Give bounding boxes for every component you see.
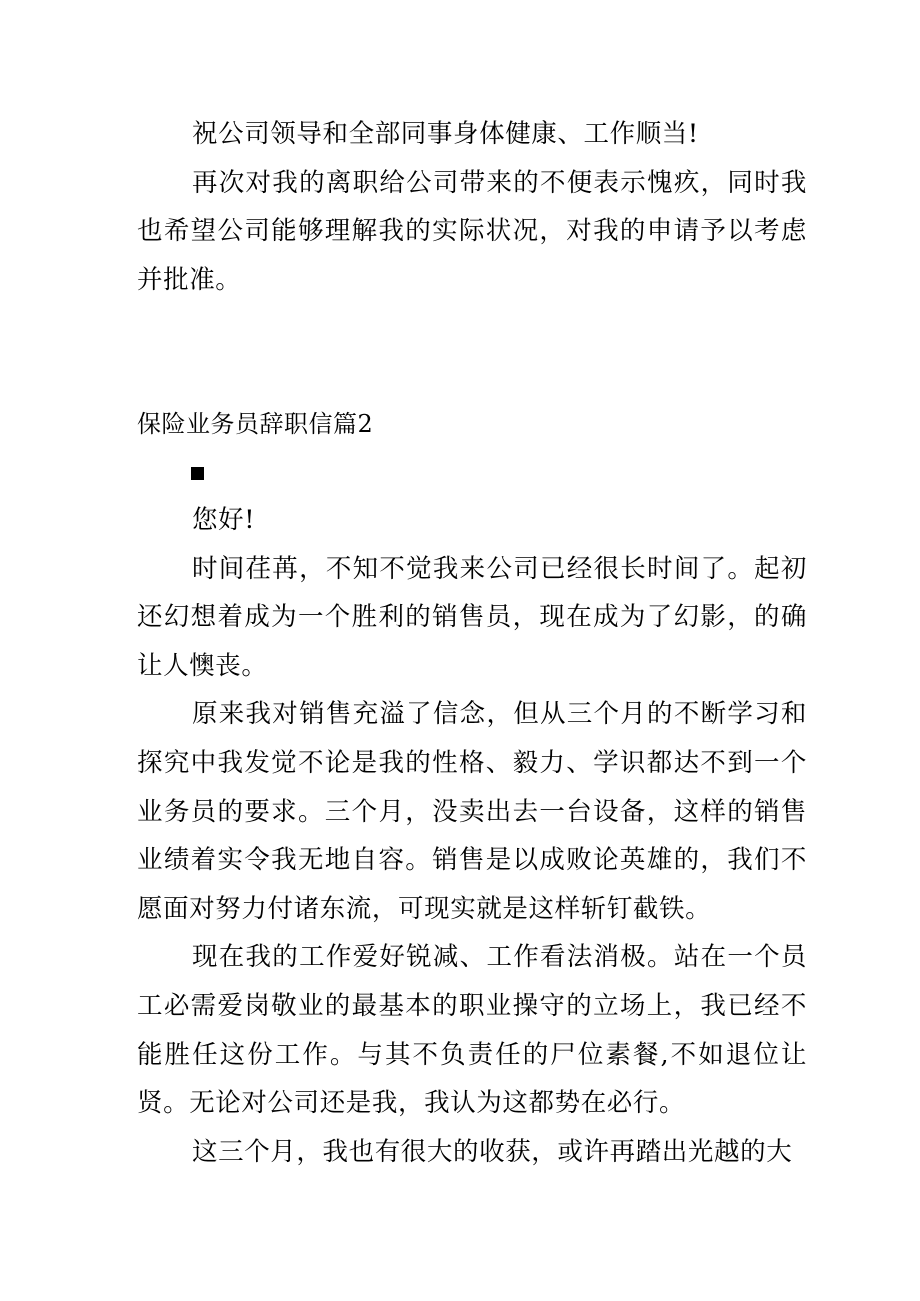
letter-body: [137, 496, 807, 1176]
body-paragraph-time: 时间荏苒，不知不觉我来公司已经很长时间了。起初还幻想着成为一个胜利的销售员，现在成为了幻影，的确让人懊丧。: [137, 553, 807, 681]
square-bullet-icon: [191, 467, 204, 480]
greeting-paragraph: 您好!: [192, 505, 256, 535]
body-paragraph-work: 现在我的工作爱好锐减、工作看法消极。站在一个员工必需爱岗敬业的最基本的职业操守的立场上，我已经不能胜任这份工作。与其不负责任的尸位素餐,不如退位让贤。无论对公司还是我，我认为这都势在必行。: [137, 942, 807, 1119]
apology-paragraph: 再次对我的离职给公司带来的不便表示愧疚，同时我也希望公司能够理解我的实际状况，对我的申请予以考虑并批准。: [137, 167, 807, 295]
closing-wishes-paragraph: 祝公司领导和全部同事身体健康、工作顺当!: [192, 119, 699, 149]
closing-section: [137, 110, 807, 304]
body-paragraph-sales: 原来我对销售充溢了信念，但从三个月的不断学习和探究中我发觉不论是我的性格、毅力、学识都达不到一个业务员的要求。三个月，没卖出去一台设备，这样的销售业绩着实令我无地自容。销售是以成败论英雄的，我们不愿面对努力付诸东流，可现实就是这样斩钉截铁。: [137, 699, 807, 924]
body-paragraph-gains: 这三个月，我也有很大的收获，或许再踏出光越的大: [192, 1136, 793, 1167]
section-heading: 保险业务员辞职信篇2: [137, 410, 374, 438]
